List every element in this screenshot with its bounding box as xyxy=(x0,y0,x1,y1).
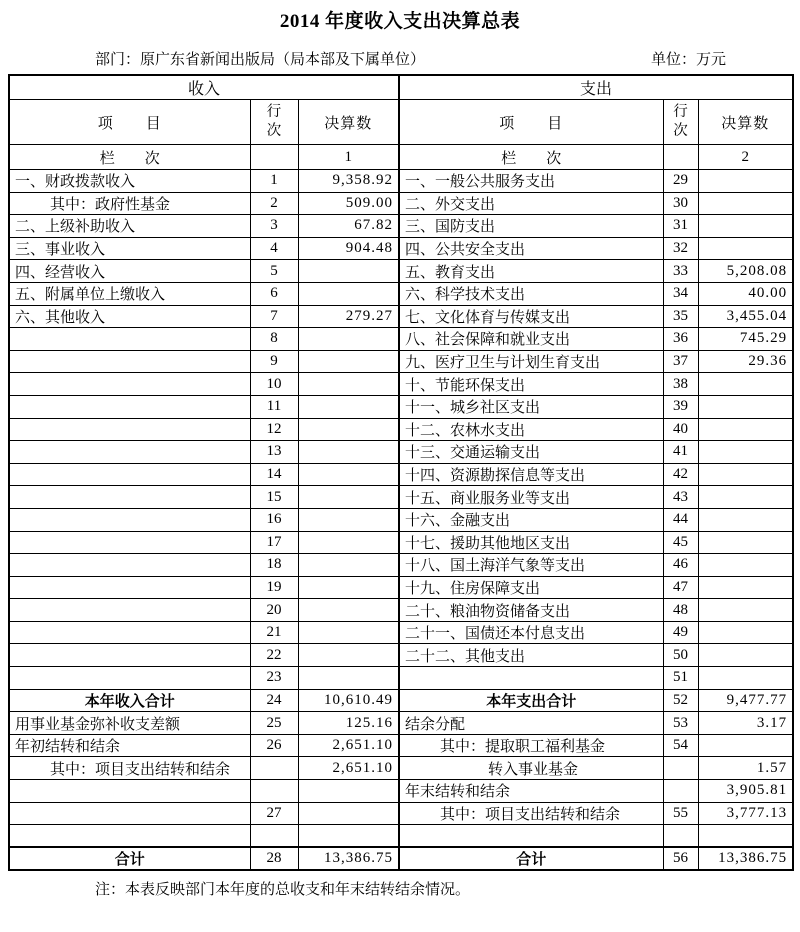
income-rowno-cell: 18 xyxy=(250,554,298,577)
income-column-label: 栏 次 xyxy=(9,145,250,170)
expense-column-blank xyxy=(663,145,698,170)
income-rowno-cell: 23 xyxy=(250,667,298,690)
income-value-cell: 2,651.10 xyxy=(298,734,399,757)
expense-item-cell: 二十一、国债还本付息支出 xyxy=(399,621,663,644)
income-rowno-cell: 5 xyxy=(250,260,298,283)
income-value-cell: 13,386.75 xyxy=(298,847,399,870)
income-value-cell: 125.16 xyxy=(298,712,399,735)
expense-rowno-cell: 52 xyxy=(663,689,698,712)
expense-item-cell: 结余分配 xyxy=(399,712,663,735)
income-value-cell: 904.48 xyxy=(298,237,399,260)
expense-rowno-cell: 41 xyxy=(663,441,698,464)
income-value-cell xyxy=(298,508,399,531)
expense-value-cell xyxy=(698,621,793,644)
income-item-cell xyxy=(9,328,250,351)
expense-rowno-cell: 32 xyxy=(663,237,698,260)
expense-value-cell: 13,386.75 xyxy=(698,847,793,870)
table-row xyxy=(9,757,793,780)
expense-rowno-cell: 33 xyxy=(663,260,698,283)
income-item-cell xyxy=(9,667,250,690)
expense-rowno-cell: 44 xyxy=(663,508,698,531)
income-rowno-cell: 27 xyxy=(250,802,298,825)
income-value-cell xyxy=(298,260,399,283)
table-row xyxy=(9,418,793,441)
expense-value-cell xyxy=(698,554,793,577)
income-rowno-cell: 4 xyxy=(250,237,298,260)
expense-item-cell: 五、教育支出 xyxy=(399,260,663,283)
expense-value-cell xyxy=(698,441,793,464)
expense-item-cell: 十一、城乡社区支出 xyxy=(399,395,663,418)
income-amount-header: 决算数 xyxy=(298,100,399,145)
income-item-cell: 二、上级补助收入 xyxy=(9,215,250,238)
expense-item-cell: 四、公共安全支出 xyxy=(399,237,663,260)
expense-item-cell: 十八、国土海洋气象等支出 xyxy=(399,554,663,577)
table-row xyxy=(9,260,793,283)
footnote: 注：本表反映部门本年度的总收支和年末结转结余情况。 xyxy=(95,882,471,899)
expense-value-cell xyxy=(698,373,793,396)
income-item-cell: 其中：项目支出结转和结余 xyxy=(9,757,250,780)
expense-rowno-cell: 48 xyxy=(663,599,698,622)
rowno-header-char: 次 xyxy=(266,123,282,139)
expense-item-cell: 十七、援助其他地区支出 xyxy=(399,531,663,554)
expense-item-cell: 九、医疗卫生与计划生育支出 xyxy=(399,350,663,373)
income-value-cell xyxy=(298,576,399,599)
income-rowno-cell xyxy=(250,825,298,848)
income-column-number: 1 xyxy=(298,145,399,170)
expense-item-cell: 十五、商业服务业等支出 xyxy=(399,486,663,509)
income-rowno-cell: 11 xyxy=(250,395,298,418)
income-rowno-header xyxy=(250,100,298,145)
page-title: 2014 年度收入支出决算总表 xyxy=(279,11,521,32)
expense-value-cell: 3,455.04 xyxy=(698,305,793,328)
final-accounts-table xyxy=(8,74,794,871)
income-value-cell xyxy=(298,395,399,418)
income-item-cell: 一、财政拨款收入 xyxy=(9,170,250,193)
income-rowno-cell: 26 xyxy=(250,734,298,757)
income-rowno-cell: 16 xyxy=(250,508,298,531)
income-value-cell xyxy=(298,599,399,622)
expense-item-cell: 六、科学技术支出 xyxy=(399,282,663,305)
table-row xyxy=(9,328,793,351)
income-item-cell: 年初结转和结余 xyxy=(9,734,250,757)
expense-item-cell: 合计 xyxy=(399,847,663,870)
expense-value-cell xyxy=(698,237,793,260)
expense-item-cell: 年末结转和结余 xyxy=(399,780,663,803)
section-header-row xyxy=(9,75,793,100)
expense-item-cell: 其中：提取职工福利基金 xyxy=(399,734,663,757)
expense-item-cell: 三、国防支出 xyxy=(399,215,663,238)
expense-rowno-cell: 55 xyxy=(663,802,698,825)
income-rowno-cell: 8 xyxy=(250,328,298,351)
table-row xyxy=(9,215,793,238)
expense-rowno-cell: 36 xyxy=(663,328,698,351)
income-item-cell xyxy=(9,441,250,464)
expense-item-cell: 转入事业基金 xyxy=(399,757,663,780)
expense-value-cell xyxy=(698,215,793,238)
column-number-row xyxy=(9,145,793,170)
expense-value-cell: 1.57 xyxy=(698,757,793,780)
column-header-row xyxy=(9,100,793,145)
income-item-cell xyxy=(9,599,250,622)
expense-value-cell: 40.00 xyxy=(698,282,793,305)
table-row xyxy=(9,531,793,554)
expense-rowno-cell: 45 xyxy=(663,531,698,554)
income-item-cell xyxy=(9,780,250,803)
income-value-cell xyxy=(298,441,399,464)
table-row xyxy=(9,237,793,260)
expense-item-cell: 一、一般公共服务支出 xyxy=(399,170,663,193)
table-row xyxy=(9,621,793,644)
expense-value-cell: 3,905.81 xyxy=(698,780,793,803)
expense-item-header: 项 目 xyxy=(399,100,663,145)
income-value-cell xyxy=(298,667,399,690)
expense-section-header: 支出 xyxy=(399,75,793,100)
expense-value-cell xyxy=(698,192,793,215)
expense-rowno-cell: 38 xyxy=(663,373,698,396)
table-row xyxy=(9,373,793,396)
expense-item-cell: 十三、交通运输支出 xyxy=(399,441,663,464)
income-value-cell: 10,610.49 xyxy=(298,689,399,712)
income-item-cell: 其中：政府性基金 xyxy=(9,192,250,215)
income-value-cell xyxy=(298,373,399,396)
income-value-cell xyxy=(298,282,399,305)
income-item-cell xyxy=(9,350,250,373)
page xyxy=(0,6,800,899)
income-rowno-cell: 9 xyxy=(250,350,298,373)
income-rowno-cell: 20 xyxy=(250,599,298,622)
expense-value-cell: 745.29 xyxy=(698,328,793,351)
table-row xyxy=(9,192,793,215)
meta-row xyxy=(95,48,726,69)
income-rowno-cell: 25 xyxy=(250,712,298,735)
expense-rowno-cell: 56 xyxy=(663,847,698,870)
income-item-cell: 用事业基金弥补收支差额 xyxy=(9,712,250,735)
income-value-cell xyxy=(298,486,399,509)
expense-rowno-cell xyxy=(663,757,698,780)
expense-item-cell: 十二、农林水支出 xyxy=(399,418,663,441)
income-rowno-cell: 12 xyxy=(250,418,298,441)
expense-value-cell xyxy=(698,463,793,486)
table-row xyxy=(9,395,793,418)
income-rowno-cell: 6 xyxy=(250,282,298,305)
table-row xyxy=(9,350,793,373)
expense-value-cell xyxy=(698,825,793,848)
income-item-cell xyxy=(9,644,250,667)
income-rowno-cell: 17 xyxy=(250,531,298,554)
table-row xyxy=(9,599,793,622)
expense-rowno-cell: 30 xyxy=(663,192,698,215)
income-item-cell xyxy=(9,418,250,441)
income-item-cell: 合计 xyxy=(9,847,250,870)
expense-item-cell: 十九、住房保障支出 xyxy=(399,576,663,599)
table-row xyxy=(9,712,793,735)
expense-rowno-cell: 31 xyxy=(663,215,698,238)
expense-item-cell: 十四、资源勘探信息等支出 xyxy=(399,463,663,486)
expense-value-cell xyxy=(698,576,793,599)
income-value-cell: 509.00 xyxy=(298,192,399,215)
table-row xyxy=(9,170,793,193)
table-row xyxy=(9,508,793,531)
income-rowno-cell: 24 xyxy=(250,689,298,712)
expense-value-cell xyxy=(698,508,793,531)
income-rowno-cell: 10 xyxy=(250,373,298,396)
income-value-cell xyxy=(298,780,399,803)
income-item-cell xyxy=(9,531,250,554)
expense-value-cell xyxy=(698,486,793,509)
income-item-cell xyxy=(9,621,250,644)
income-rowno-cell: 15 xyxy=(250,486,298,509)
income-rowno-cell: 19 xyxy=(250,576,298,599)
rowno-header-char: 行 xyxy=(266,104,282,121)
table-row xyxy=(9,441,793,464)
expense-rowno-cell: 42 xyxy=(663,463,698,486)
income-item-cell xyxy=(9,554,250,577)
income-item-cell xyxy=(9,508,250,531)
expense-item-cell xyxy=(399,667,663,690)
expense-value-cell: 3,777.13 xyxy=(698,802,793,825)
expense-item-cell: 八、社会保障和就业支出 xyxy=(399,328,663,351)
income-item-cell xyxy=(9,802,250,825)
income-item-cell xyxy=(9,395,250,418)
expense-item-cell: 二、外交支出 xyxy=(399,192,663,215)
expense-rowno-cell: 49 xyxy=(663,621,698,644)
income-section-header: 收入 xyxy=(9,75,399,100)
income-rowno-cell xyxy=(250,780,298,803)
expense-value-cell xyxy=(698,170,793,193)
table-row xyxy=(9,689,793,712)
expense-item-cell: 其中：项目支出结转和结余 xyxy=(399,802,663,825)
income-item-cell xyxy=(9,486,250,509)
income-value-cell: 279.27 xyxy=(298,305,399,328)
unit-label: 单位：万元 xyxy=(650,52,726,68)
rowno-header-char: 行 xyxy=(673,104,688,121)
expense-rowno-cell xyxy=(663,825,698,848)
income-item-cell: 本年收入合计 xyxy=(9,689,250,712)
income-item-cell xyxy=(9,825,250,848)
income-value-cell: 2,651.10 xyxy=(298,757,399,780)
expense-item-cell: 十六、金融支出 xyxy=(399,508,663,531)
expense-rowno-cell: 34 xyxy=(663,282,698,305)
expense-column-number: 2 xyxy=(698,145,793,170)
income-item-cell: 六、其他收入 xyxy=(9,305,250,328)
income-item-cell: 四、经营收入 xyxy=(9,260,250,283)
income-value-cell: 67.82 xyxy=(298,215,399,238)
income-value-cell: 9,358.92 xyxy=(298,170,399,193)
expense-value-cell: 29.36 xyxy=(698,350,793,373)
income-rowno-cell: 2 xyxy=(250,192,298,215)
expense-column-label: 栏 次 xyxy=(399,145,663,170)
table-row xyxy=(9,825,793,848)
income-item-cell xyxy=(9,463,250,486)
expense-rowno-cell: 46 xyxy=(663,554,698,577)
expense-value-cell: 5,208.08 xyxy=(698,260,793,283)
expense-value-cell xyxy=(698,734,793,757)
income-item-cell: 三、事业收入 xyxy=(9,237,250,260)
income-value-cell xyxy=(298,350,399,373)
income-rowno-cell xyxy=(250,757,298,780)
income-value-cell xyxy=(298,621,399,644)
expense-rowno-cell: 35 xyxy=(663,305,698,328)
income-rowno-cell: 3 xyxy=(250,215,298,238)
table-body xyxy=(9,170,793,871)
income-rowno-cell: 7 xyxy=(250,305,298,328)
expense-item-cell: 七、文化体育与传媒支出 xyxy=(399,305,663,328)
income-item-cell xyxy=(9,373,250,396)
expense-rowno-cell: 39 xyxy=(663,395,698,418)
expense-value-cell xyxy=(698,644,793,667)
table-row xyxy=(9,576,793,599)
expense-rowno-header xyxy=(663,100,698,145)
expense-item-cell: 二十、粮油物资储备支出 xyxy=(399,599,663,622)
income-value-cell xyxy=(298,463,399,486)
department-label: 部门：原广东省新闻出版局（局本部及下属单位） xyxy=(95,52,426,68)
income-item-header: 项 目 xyxy=(9,100,250,145)
expense-item-cell: 十、节能环保支出 xyxy=(399,373,663,396)
table-row xyxy=(9,644,793,667)
table-row xyxy=(9,554,793,577)
expense-value-cell xyxy=(698,395,793,418)
expense-value-cell: 9,477.77 xyxy=(698,689,793,712)
table-row xyxy=(9,780,793,803)
expense-rowno-cell: 51 xyxy=(663,667,698,690)
expense-rowno-cell: 43 xyxy=(663,486,698,509)
income-value-cell xyxy=(298,802,399,825)
expense-rowno-cell: 50 xyxy=(663,644,698,667)
income-rowno-cell: 21 xyxy=(250,621,298,644)
table-row xyxy=(9,667,793,690)
income-value-cell xyxy=(298,328,399,351)
income-item-cell: 五、附属单位上缴收入 xyxy=(9,282,250,305)
table-row xyxy=(9,486,793,509)
expense-value-cell xyxy=(698,599,793,622)
income-value-cell xyxy=(298,644,399,667)
table-row xyxy=(9,282,793,305)
expense-rowno-cell: 53 xyxy=(663,712,698,735)
expense-rowno-cell xyxy=(663,780,698,803)
expense-rowno-cell: 54 xyxy=(663,734,698,757)
rowno-header-char: 次 xyxy=(673,123,688,139)
income-value-cell xyxy=(298,825,399,848)
expense-rowno-cell: 37 xyxy=(663,350,698,373)
income-item-cell xyxy=(9,576,250,599)
table-row xyxy=(9,734,793,757)
expense-item-cell xyxy=(399,825,663,848)
income-rowno-cell: 28 xyxy=(250,847,298,870)
expense-value-cell xyxy=(698,418,793,441)
income-value-cell xyxy=(298,554,399,577)
income-rowno-cell: 14 xyxy=(250,463,298,486)
expense-value-cell: 3.17 xyxy=(698,712,793,735)
income-rowno-cell: 13 xyxy=(250,441,298,464)
expense-rowno-cell: 29 xyxy=(663,170,698,193)
expense-rowno-cell: 40 xyxy=(663,418,698,441)
expense-value-cell xyxy=(698,531,793,554)
table-row xyxy=(9,802,793,825)
income-value-cell xyxy=(298,418,399,441)
expense-amount-header: 决算数 xyxy=(698,100,793,145)
expense-item-cell: 本年支出合计 xyxy=(399,689,663,712)
income-rowno-cell: 22 xyxy=(250,644,298,667)
expense-item-cell: 二十二、其他支出 xyxy=(399,644,663,667)
income-value-cell xyxy=(298,531,399,554)
income-column-blank xyxy=(250,145,298,170)
expense-rowno-cell: 47 xyxy=(663,576,698,599)
table-row xyxy=(9,463,793,486)
income-rowno-cell: 1 xyxy=(250,170,298,193)
expense-value-cell xyxy=(698,667,793,690)
table-row xyxy=(9,305,793,328)
table-row xyxy=(9,847,793,870)
